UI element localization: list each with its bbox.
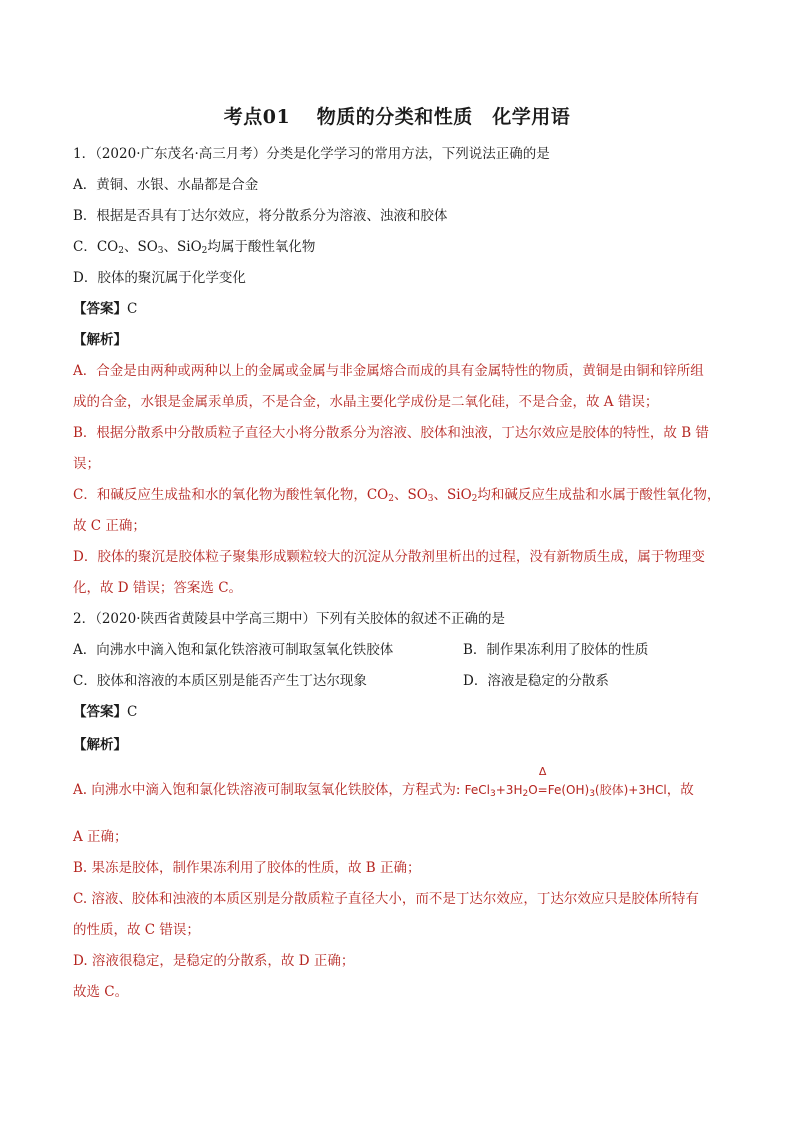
q1-explanation-a-line1: A．合金是由两种或两种以上的金属或金属与非金属熔合而成的具有金属特性的物质，黄铜是由铜和锌所组 (73, 363, 704, 379)
q1-explanation-c-line1: C．和碱反应生成盐和水的氧化物为酸性氧化物，$CO_2$、$SO_3$、SiO$_2$均和碱反应生成盐和水属于酸性氧化物， (73, 487, 721, 504)
answer-value: C (127, 301, 138, 317)
q1-option-c: C．$CO_2$、$SO_3$、SiO$_2$均属于酸性氧化物 (73, 239, 316, 256)
q2-explanation-c-line2: 的性质，故 C 错误； (73, 922, 200, 938)
q2-final-answer: 故选 C。 (73, 984, 129, 1000)
heat-equals-sign: Δ = (537, 765, 548, 797)
q2-answer (73, 703, 137, 721)
q2-explanation-c-line1: C. 溶液、胶体和浊液的本质区别是分散质粒子直径大小，而不是丁达尔效应，丁达尔效应只是胶体所特有 (73, 891, 699, 907)
q2-option-a: A．向沸水中滴入饱和氯化铁溶液可制取氢氧化铁胶体 (73, 642, 394, 658)
q1-option-d: D．胶体的聚沉属于化学变化 (73, 270, 246, 286)
q2-explanation-b: B. 果冻是胶体，制作果冻利用了胶体的性质，故 B 正确； (73, 860, 421, 876)
chemical-equation: $FeCl_3+3H_2O$ Δ $=Fe(OH)_3$(胶体)+3HCl (464, 765, 667, 799)
q1-option-b: B．根据是否具有丁达尔效应，将分散系分为溶液、浊液和胶体 (73, 208, 448, 224)
q1-explanation-a-line2: 成的合金，水银是金属汞单质，不是合金，水晶主要化学成份是二氧化硅，不是合金，故 A 错误； (73, 394, 659, 410)
q2-explanation-d: D. 溶液很稳定，是稳定的分散系，故 D 正确； (73, 953, 355, 969)
q1-explanation-b-line2: 误； (73, 456, 100, 472)
answer-label: 【答案】 (73, 704, 127, 720)
q1-explanation-b-line1: B．根据分散系中分散质粒子直径大小将分散系分为溶液、胶体和浊液，丁达尔效应是胶体的特性，故 B 错 (73, 425, 709, 441)
q2-option-c: C．胶体和溶液的本质区别是能否产生丁达尔现象 (73, 673, 367, 689)
q2-explanation-a-line2: A 正确； (73, 829, 128, 845)
answer-value: C (127, 704, 138, 720)
q1-explanation-c-line2: 故 C 正确； (73, 518, 146, 534)
answer-label: 【答案】 (73, 301, 127, 317)
q1-analysis-label: 【解析】 (73, 332, 127, 348)
q1-explanation-d-line2: 化，故 D 错误；答案选 C。 (73, 580, 243, 596)
q1-stem: 1．（2020·广东茂名·高三月考）分类是化学学习的常用方法，下列说法正确的是 (73, 146, 550, 162)
q1-answer (73, 300, 137, 318)
q2-option-d: D．溶液是稳定的分散系 (463, 673, 609, 689)
q2-analysis-label: 【解析】 (73, 737, 127, 753)
page-title: 考点01 物质的分类和性质 化学用语 (223, 106, 571, 128)
q2-stem: 2．（2020·陕西省黄陵县中学高三期中）下列有关胶体的叙述不正确的是 (73, 611, 505, 627)
q2-explanation-a-line1: A. 向沸水中滴入饱和氯化铁溶液可制取氢氧化铁胶体，方程式为: $FeCl_3+3H_2O$ Δ $=Fe(OH)_3$(胶体)+3HCl，故 (73, 765, 694, 799)
q1-explanation-d-line1: D．胶体的聚沉是胶体粒子聚集形成颗粒较大的沉淀从分散剂里析出的过程，没有新物质生成，属于物理变 (73, 549, 705, 565)
q2-option-b: B．制作果冻利用了胶体的性质 (463, 642, 649, 658)
q1-option-a: A．黄铜、水银、水晶都是合金 (73, 177, 259, 193)
